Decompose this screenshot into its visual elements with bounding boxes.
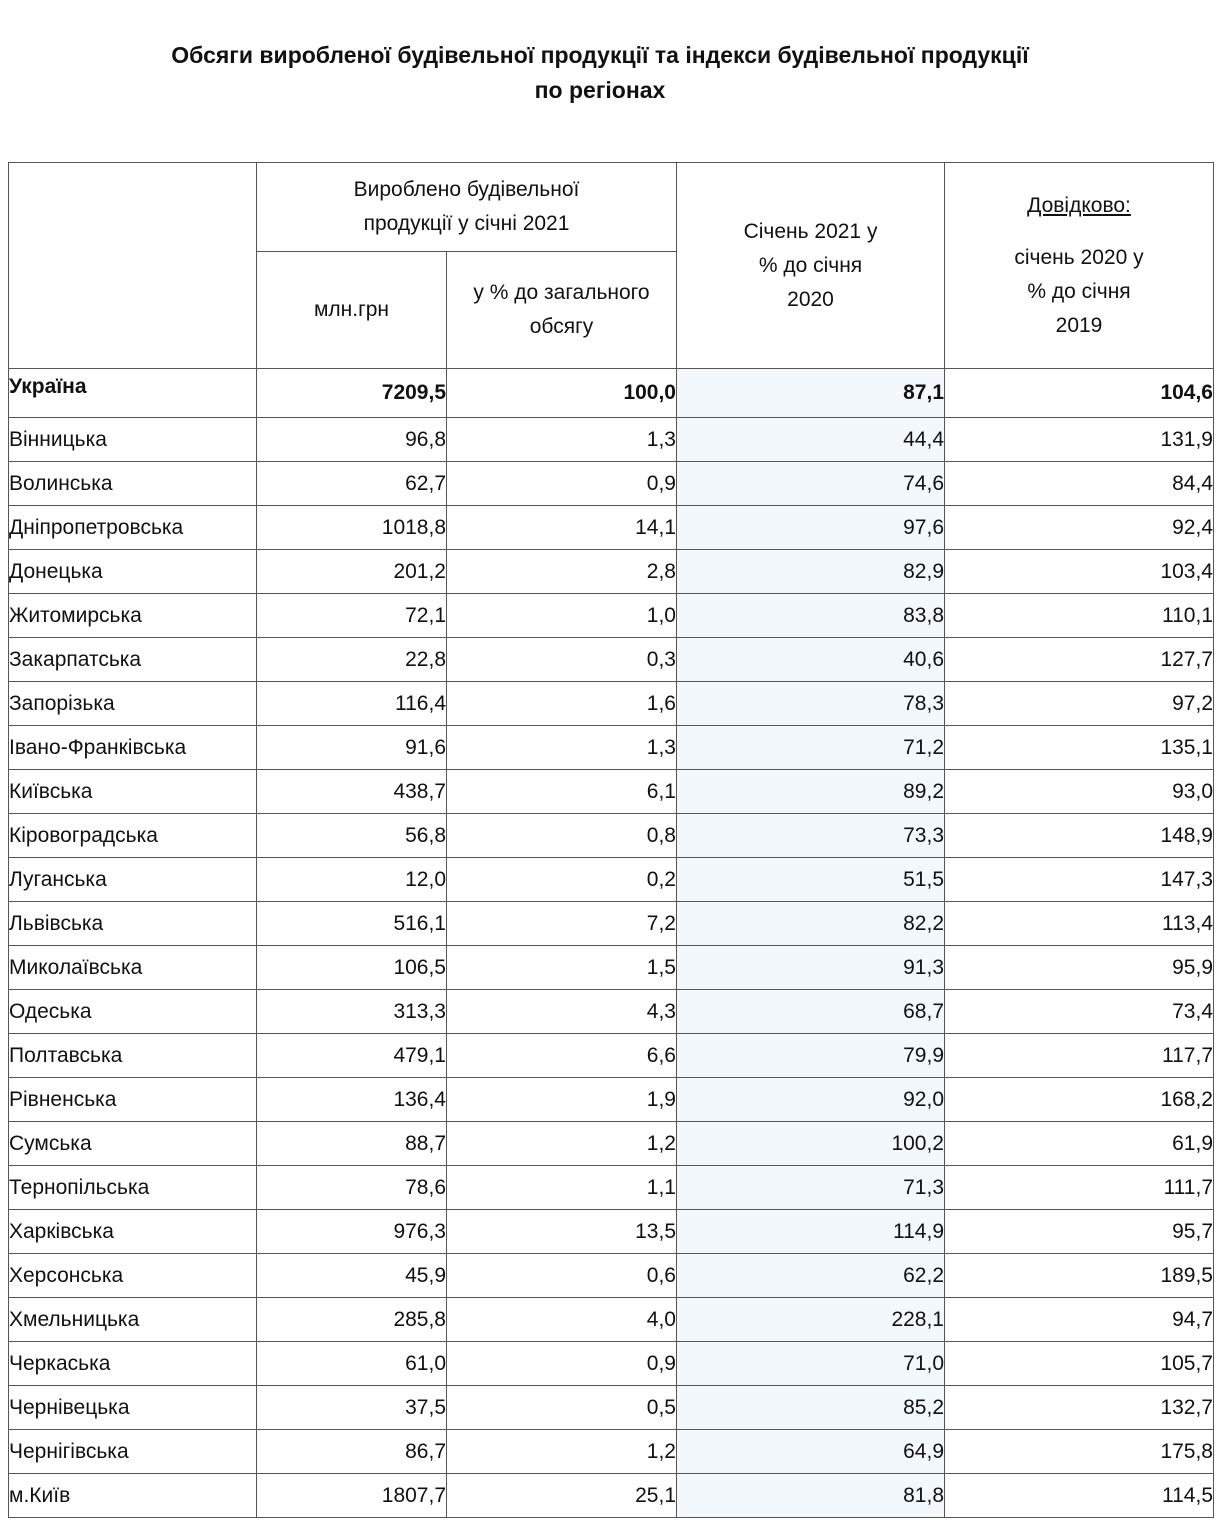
share-cell: 1,1 [447, 1166, 677, 1210]
mln-cell: 61,0 [257, 1342, 447, 1386]
region-cell: Миколаївська [9, 946, 257, 990]
index-2020-cell: 61,9 [945, 1122, 1214, 1166]
index-2020-cell: 127,7 [945, 638, 1214, 682]
table-row [9, 550, 1214, 594]
region-cell: Луганська [9, 858, 257, 902]
region-cell: Україна [9, 369, 257, 418]
table-row [9, 594, 1214, 638]
index-2021-cell: 85,2 [677, 1386, 945, 1430]
index-2021-cell: 51,5 [677, 858, 945, 902]
mln-cell: 56,8 [257, 814, 447, 858]
mln-cell: 285,8 [257, 1298, 447, 1342]
index-2020-cell: 92,4 [945, 506, 1214, 550]
index-2020-cell: 117,7 [945, 1034, 1214, 1078]
table-row [9, 506, 1214, 550]
index-2021-cell: 74,6 [677, 462, 945, 506]
share-cell: 1,2 [447, 1430, 677, 1474]
produced-group-header: Вироблено будівельної продукції у січні 2021 [257, 163, 677, 252]
index-2021-header: Січень 2021 у % до січня 2020 [677, 163, 945, 369]
share-cell: 0,5 [447, 1386, 677, 1430]
index-2021-cell: 79,9 [677, 1034, 945, 1078]
index-2020-cell: 97,2 [945, 682, 1214, 726]
share-cell: 7,2 [447, 902, 677, 946]
table-row [9, 638, 1214, 682]
index-2021-cell: 82,2 [677, 902, 945, 946]
share-cell: 0,6 [447, 1254, 677, 1298]
share-cell: 1,2 [447, 1122, 677, 1166]
mln-header: млн.грн [257, 252, 447, 369]
region-cell: Черкаська [9, 1342, 257, 1386]
region-cell: Запорізька [9, 682, 257, 726]
region-cell: Херсонська [9, 1254, 257, 1298]
index-2020-cell: 113,4 [945, 902, 1214, 946]
index-2021-cell: 81,8 [677, 1474, 945, 1518]
region-cell: Вінницька [9, 418, 257, 462]
share-cell: 2,8 [447, 550, 677, 594]
reference-text: січень 2020 у % до січня 2019 [1014, 245, 1144, 337]
share-cell: 1,0 [447, 594, 677, 638]
index-2020-cell: 148,9 [945, 814, 1214, 858]
index-2020-cell: 135,1 [945, 726, 1214, 770]
region-cell: Донецька [9, 550, 257, 594]
region-cell: Полтавська [9, 1034, 257, 1078]
mln-cell: 12,0 [257, 858, 447, 902]
index-2020-cell: 95,9 [945, 946, 1214, 990]
mln-cell: 201,2 [257, 550, 447, 594]
index-2020-cell: 175,8 [945, 1430, 1214, 1474]
share-cell: 0,2 [447, 858, 677, 902]
table-row [9, 1474, 1214, 1518]
mln-cell: 78,6 [257, 1166, 447, 1210]
share-cell: 1,9 [447, 1078, 677, 1122]
index-2020-cell: 131,9 [945, 418, 1214, 462]
index-2020-cell: 84,4 [945, 462, 1214, 506]
table-row [9, 1166, 1214, 1210]
table-row [9, 1298, 1214, 1342]
share-cell: 6,6 [447, 1034, 677, 1078]
index-2020-cell: 110,1 [945, 594, 1214, 638]
table-row [9, 858, 1214, 902]
table-row [9, 1254, 1214, 1298]
index-2020-cell: 111,7 [945, 1166, 1214, 1210]
region-cell: Чернівецька [9, 1386, 257, 1430]
table-row [9, 1078, 1214, 1122]
index-2021-cell: 228,1 [677, 1298, 945, 1342]
table-row [9, 418, 1214, 462]
table-row [9, 1122, 1214, 1166]
mln-cell: 45,9 [257, 1254, 447, 1298]
share-cell: 1,5 [447, 946, 677, 990]
index-2020-cell: 104,6 [945, 369, 1214, 418]
index-2021-cell: 83,8 [677, 594, 945, 638]
region-cell: Львівська [9, 902, 257, 946]
mln-cell: 1807,7 [257, 1474, 447, 1518]
index-2021-cell: 100,2 [677, 1122, 945, 1166]
table-row [9, 726, 1214, 770]
index-2021-cell: 40,6 [677, 638, 945, 682]
mln-cell: 72,1 [257, 594, 447, 638]
share-cell: 0,8 [447, 814, 677, 858]
table-row [9, 902, 1214, 946]
regions-table [8, 162, 1214, 1518]
share-cell: 0,9 [447, 462, 677, 506]
region-cell: Харківська [9, 1210, 257, 1254]
share-cell: 4,3 [447, 990, 677, 1034]
index-2020-cell: 132,7 [945, 1386, 1214, 1430]
index-2020-cell: 147,3 [945, 858, 1214, 902]
index-2020-cell: 189,5 [945, 1254, 1214, 1298]
share-cell: 100,0 [447, 369, 677, 418]
region-cell: Житомирська [9, 594, 257, 638]
region-header-cell [9, 163, 257, 369]
region-cell: Закарпатська [9, 638, 257, 682]
page-title [0, 38, 1200, 108]
table-row [9, 1430, 1214, 1474]
index-2020-cell: 93,0 [945, 770, 1214, 814]
index-2021-cell: 82,9 [677, 550, 945, 594]
index-2021-cell: 114,9 [677, 1210, 945, 1254]
mln-cell: 976,3 [257, 1210, 447, 1254]
region-cell: Тернопільська [9, 1166, 257, 1210]
index-2020-cell: 105,7 [945, 1342, 1214, 1386]
table-row [9, 990, 1214, 1034]
mln-cell: 479,1 [257, 1034, 447, 1078]
mln-cell: 313,3 [257, 990, 447, 1034]
table-row [9, 1386, 1214, 1430]
mln-cell: 116,4 [257, 682, 447, 726]
region-cell: Хмельницька [9, 1298, 257, 1342]
mln-cell: 7209,5 [257, 369, 447, 418]
index-2020-cell: 73,4 [945, 990, 1214, 1034]
region-cell: Чернігівська [9, 1430, 257, 1474]
table-body [9, 369, 1214, 1518]
index-2021-cell: 64,9 [677, 1430, 945, 1474]
mln-cell: 88,7 [257, 1122, 447, 1166]
index-2020-cell: 95,7 [945, 1210, 1214, 1254]
index-2021-cell: 71,3 [677, 1166, 945, 1210]
mln-cell: 1018,8 [257, 506, 447, 550]
mln-cell: 22,8 [257, 638, 447, 682]
index-2021-cell: 71,2 [677, 726, 945, 770]
index-2021-cell: 87,1 [677, 369, 945, 418]
index-2021-cell: 97,6 [677, 506, 945, 550]
mln-cell: 516,1 [257, 902, 447, 946]
region-cell: Сумська [9, 1122, 257, 1166]
index-2021-cell: 89,2 [677, 770, 945, 814]
share-cell: 0,3 [447, 638, 677, 682]
share-cell: 1,6 [447, 682, 677, 726]
mln-cell: 438,7 [257, 770, 447, 814]
index-2021-cell: 62,2 [677, 1254, 945, 1298]
title-line-2: по регіонах [534, 77, 666, 103]
region-cell: Рівненська [9, 1078, 257, 1122]
index-2021-cell: 78,3 [677, 682, 945, 726]
index-2021-cell: 91,3 [677, 946, 945, 990]
table-row [9, 770, 1214, 814]
reference-header [945, 163, 1214, 369]
mln-cell: 96,8 [257, 418, 447, 462]
table-header [9, 163, 1214, 369]
index-2021-cell: 73,3 [677, 814, 945, 858]
index-2021-cell: 92,0 [677, 1078, 945, 1122]
mln-cell: 136,4 [257, 1078, 447, 1122]
table-row [9, 946, 1214, 990]
share-cell: 25,1 [447, 1474, 677, 1518]
region-cell: Одеська [9, 990, 257, 1034]
table-row [9, 1210, 1214, 1254]
mln-cell: 91,6 [257, 726, 447, 770]
index-2020-cell: 94,7 [945, 1298, 1214, 1342]
region-cell: Кіровоградська [9, 814, 257, 858]
index-2021-cell: 68,7 [677, 990, 945, 1034]
mln-cell: 62,7 [257, 462, 447, 506]
share-cell: 1,3 [447, 418, 677, 462]
index-2020-cell: 114,5 [945, 1474, 1214, 1518]
table-row-total [9, 369, 1214, 418]
index-2021-cell: 44,4 [677, 418, 945, 462]
index-2020-cell: 168,2 [945, 1078, 1214, 1122]
share-cell: 6,1 [447, 770, 677, 814]
table-row [9, 682, 1214, 726]
index-2020-cell: 103,4 [945, 550, 1214, 594]
mln-cell: 37,5 [257, 1386, 447, 1430]
region-cell: Івано-Франківська [9, 726, 257, 770]
table-row [9, 462, 1214, 506]
mln-cell: 86,7 [257, 1430, 447, 1474]
share-cell: 1,3 [447, 726, 677, 770]
table-row [9, 1342, 1214, 1386]
region-cell: Волинська [9, 462, 257, 506]
share-cell: 13,5 [447, 1210, 677, 1254]
table-row [9, 814, 1214, 858]
table-row [9, 1034, 1214, 1078]
index-2021-cell: 71,0 [677, 1342, 945, 1386]
region-cell: Дніпропетровська [9, 506, 257, 550]
title-line-1: Обсяги виробленої будівельної продукції та індекси будівельної продукції [171, 42, 1029, 68]
region-cell: м.Київ [9, 1474, 257, 1518]
reference-label: Довідково: [1027, 193, 1131, 217]
share-cell: 14,1 [447, 506, 677, 550]
share-cell: 0,9 [447, 1342, 677, 1386]
share-cell: 4,0 [447, 1298, 677, 1342]
region-cell: Київська [9, 770, 257, 814]
share-header: у % до загального обсягу [447, 252, 677, 369]
mln-cell: 106,5 [257, 946, 447, 990]
